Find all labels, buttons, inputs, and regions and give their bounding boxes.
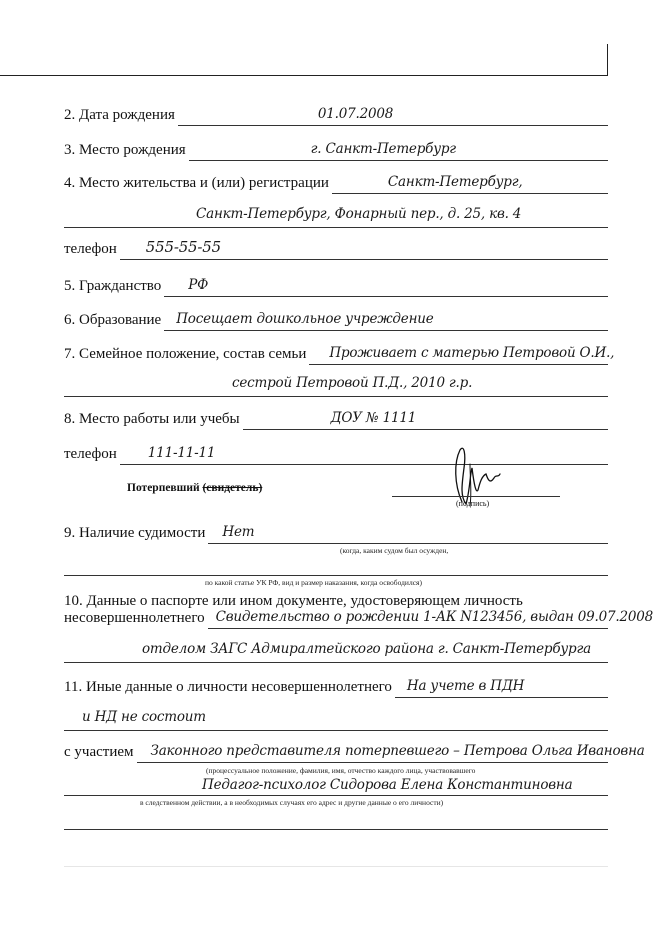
- criminal-row: [64, 522, 608, 544]
- work-row: [64, 408, 608, 430]
- other-value-line1: На учете в ПДН: [406, 678, 525, 694]
- phone-home-row: [64, 238, 608, 260]
- participation-label: с участием: [64, 744, 134, 760]
- birth-date-field: [178, 103, 608, 126]
- participation-field: [137, 740, 645, 763]
- criminal-value: Нет: [222, 524, 255, 540]
- phone-work-value: 111-11-11: [147, 445, 216, 461]
- family-line2: [64, 396, 608, 397]
- other-row: [64, 676, 608, 698]
- phone-work-row: [64, 443, 608, 465]
- passport-value-line2: отделом ЗАГС Адмиралтейского района г. Санкт-Петербурга: [142, 641, 591, 657]
- residence-row: [64, 172, 608, 194]
- victim-status: [127, 482, 262, 494]
- passport-label-line2: несовершеннолетнего: [64, 610, 205, 626]
- participation-line2: [64, 795, 608, 796]
- work-value: ДОУ № 1111: [330, 410, 417, 426]
- header-frame-top: [0, 75, 608, 76]
- family-label: 7. Семейное положение, состав семьи: [64, 346, 307, 362]
- participation-value-line2: Педагог-психолог Сидорова Елена Константиновна: [202, 777, 573, 793]
- phone-home-value: 555-55-55: [145, 238, 221, 256]
- phone-work-field: [120, 442, 608, 465]
- citizenship-label: 5. Гражданство: [64, 278, 162, 294]
- participation-line3: [64, 829, 608, 830]
- passport-label-line1: 10. Данные о паспорте или ином документе, удостоверяющем личность: [64, 593, 523, 609]
- family-field: [309, 342, 615, 365]
- birth-place-value: г. Санкт-Петербург: [310, 141, 456, 157]
- passport-line2: [64, 662, 608, 663]
- other-field: [395, 675, 608, 698]
- family-row: [64, 343, 615, 365]
- residence-value-line1: Санкт-Петербург,: [387, 174, 523, 190]
- phone-home-field: [120, 237, 608, 260]
- residence-value-line2: Санкт-Петербург, Фонарный пер., д. 25, кв. 4: [196, 206, 522, 222]
- header-frame-right: [607, 44, 608, 76]
- phone-home-label: телефон: [64, 241, 117, 257]
- family-value-line2: сестрой Петровой П.Д., 2010 г.р.: [232, 375, 473, 391]
- witness-struck-label: (свидетель): [202, 482, 263, 494]
- residence-label: 4. Место жительства и (или) регистрации: [64, 175, 329, 191]
- criminal-label: 9. Наличие судимости: [64, 525, 206, 541]
- passport-row: [64, 607, 654, 629]
- criminal-caption1: (когда, каким судом был осужден,: [340, 546, 449, 555]
- residence-field: [332, 171, 608, 194]
- signature-caption: (подпись): [456, 499, 490, 508]
- passport-value-line1: Свидетельство о рождении 1-АК N123456, выдан 09.07.2008: [215, 609, 654, 625]
- citizenship-row: [64, 275, 608, 297]
- education-label: 6. Образование: [64, 312, 162, 328]
- birth-place-row: [64, 139, 608, 161]
- citizenship-value: РФ: [188, 277, 209, 293]
- signature-line: [392, 496, 560, 497]
- participation-row: [64, 741, 645, 763]
- criminal-line2: [64, 575, 608, 576]
- education-value: Посещает дошкольное учреждение: [176, 311, 434, 327]
- residence-line2: [64, 227, 608, 228]
- birth-place-field: [189, 138, 608, 161]
- education-row: [64, 309, 608, 331]
- other-line2: [64, 730, 608, 731]
- birth-date-label: 2. Дата рождения: [64, 107, 175, 123]
- birth-place-label: 3. Место рождения: [64, 142, 186, 158]
- other-value-line2: и НД не состоит: [82, 709, 206, 725]
- birth-date-row: [64, 104, 608, 126]
- passport-field: [208, 606, 654, 629]
- participation-caption1: (процессуальное положение, фамилия, имя, отчество каждого лица, участвовавшего: [206, 766, 476, 775]
- family-value-line1: Проживает с матерью Петровой О.И.,: [329, 345, 615, 361]
- birth-date-value: 01.07.2008: [317, 106, 394, 122]
- work-field: [243, 407, 608, 430]
- participation-caption2: в следственном действии, а в необходимых случаях его адрес и другие данные о его личности): [140, 798, 444, 807]
- participation-value-line1: Законного представителя потерпевшего – Петрова Ольга Ивановна: [150, 743, 645, 759]
- phone-work-label: телефон: [64, 446, 117, 462]
- page-bottom-rule: [64, 866, 608, 867]
- other-label: 11. Иные данные о личности несовершеннолетнего: [64, 679, 392, 695]
- citizenship-field: [164, 274, 608, 297]
- work-label: 8. Место работы или учебы: [64, 411, 240, 427]
- victim-label: Потерпевший: [127, 482, 200, 494]
- criminal-field: [208, 521, 608, 544]
- education-field: [164, 308, 608, 331]
- criminal-caption2: по какой статье УК РФ, вид и размер наказания, когда освободился): [205, 578, 422, 587]
